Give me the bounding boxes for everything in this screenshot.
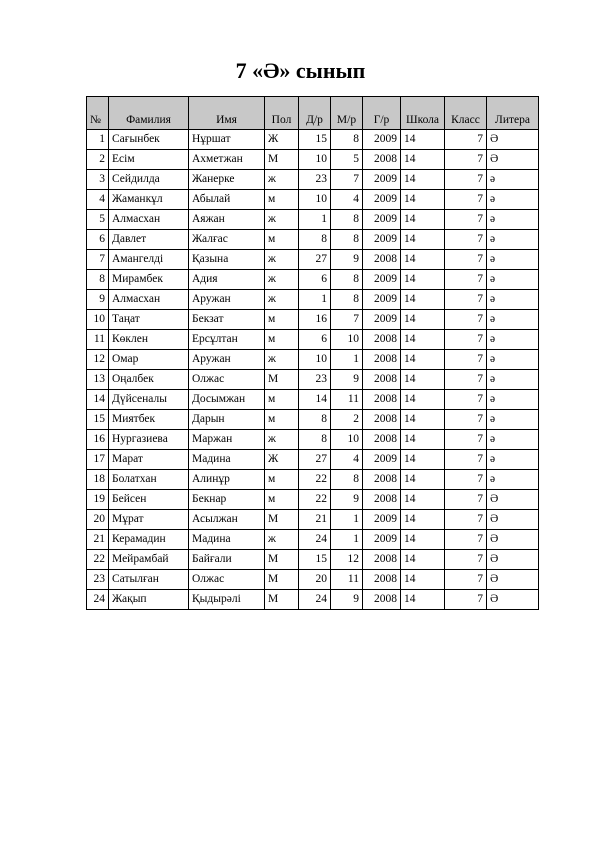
cell-birth-day: 10 bbox=[299, 350, 331, 370]
cell-birth-month: 9 bbox=[331, 250, 363, 270]
cell-letter: ә bbox=[487, 410, 539, 430]
cell-birth-month: 9 bbox=[331, 590, 363, 610]
cell-school: 14 bbox=[401, 190, 445, 210]
cell-class: 7 bbox=[445, 330, 487, 350]
cell-birth-day: 1 bbox=[299, 210, 331, 230]
cell-number: 14 bbox=[87, 390, 109, 410]
cell-number: 7 bbox=[87, 250, 109, 270]
cell-birth-day: 6 bbox=[299, 270, 331, 290]
cell-birth-month: 10 bbox=[331, 330, 363, 350]
cell-birth-day: 8 bbox=[299, 430, 331, 450]
cell-class: 7 bbox=[445, 470, 487, 490]
cell-gender: ж bbox=[265, 270, 299, 290]
cell-gender: М bbox=[265, 550, 299, 570]
cell-class: 7 bbox=[445, 550, 487, 570]
cell-birth-day: 23 bbox=[299, 170, 331, 190]
cell-school: 14 bbox=[401, 530, 445, 550]
cell-birth-month: 12 bbox=[331, 550, 363, 570]
cell-surname: Көклен bbox=[109, 330, 189, 350]
cell-letter: ә bbox=[487, 190, 539, 210]
cell-birth-month: 9 bbox=[331, 490, 363, 510]
cell-letter: Ә bbox=[487, 590, 539, 610]
cell-birth-year: 2009 bbox=[363, 130, 401, 150]
cell-gender: М bbox=[265, 570, 299, 590]
cell-birth-year: 2008 bbox=[363, 410, 401, 430]
table-row bbox=[87, 470, 539, 490]
cell-class: 7 bbox=[445, 170, 487, 190]
cell-number: 13 bbox=[87, 370, 109, 390]
cell-birth-year: 2008 bbox=[363, 350, 401, 370]
cell-name: Жалғас bbox=[189, 230, 265, 250]
cell-surname: Есім bbox=[109, 150, 189, 170]
cell-birth-year: 2009 bbox=[363, 210, 401, 230]
cell-surname: Болатхан bbox=[109, 470, 189, 490]
cell-number: 20 bbox=[87, 510, 109, 530]
table-row bbox=[87, 230, 539, 250]
cell-class: 7 bbox=[445, 390, 487, 410]
cell-school: 14 bbox=[401, 170, 445, 190]
cell-birth-day: 6 bbox=[299, 330, 331, 350]
cell-surname: Жаманкұл bbox=[109, 190, 189, 210]
cell-number: 10 bbox=[87, 310, 109, 330]
cell-birth-day: 24 bbox=[299, 590, 331, 610]
cell-gender: Ж bbox=[265, 130, 299, 150]
table-row bbox=[87, 590, 539, 610]
cell-surname: Сатылған bbox=[109, 570, 189, 590]
cell-letter: ә bbox=[487, 230, 539, 250]
cell-name: Қазына bbox=[189, 250, 265, 270]
table-row bbox=[87, 190, 539, 210]
cell-class: 7 bbox=[445, 570, 487, 590]
cell-birth-day: 21 bbox=[299, 510, 331, 530]
cell-number: 22 bbox=[87, 550, 109, 570]
table-row bbox=[87, 210, 539, 230]
cell-school: 14 bbox=[401, 410, 445, 430]
cell-letter: Ә bbox=[487, 570, 539, 590]
cell-name: Мадина bbox=[189, 450, 265, 470]
cell-school: 14 bbox=[401, 550, 445, 570]
cell-name: Абылай bbox=[189, 190, 265, 210]
cell-gender: ж bbox=[265, 170, 299, 190]
cell-gender: М bbox=[265, 510, 299, 530]
cell-school: 14 bbox=[401, 370, 445, 390]
cell-birth-day: 24 bbox=[299, 530, 331, 550]
cell-gender: ж bbox=[265, 430, 299, 450]
table-row bbox=[87, 430, 539, 450]
cell-birth-year: 2009 bbox=[363, 190, 401, 210]
cell-birth-year: 2009 bbox=[363, 450, 401, 470]
cell-birth-month: 2 bbox=[331, 410, 363, 430]
cell-name: Аружан bbox=[189, 290, 265, 310]
cell-birth-day: 15 bbox=[299, 550, 331, 570]
cell-class: 7 bbox=[445, 210, 487, 230]
cell-surname: Омар bbox=[109, 350, 189, 370]
cell-name: Адия bbox=[189, 270, 265, 290]
cell-letter: Ә bbox=[487, 530, 539, 550]
cell-gender: м bbox=[265, 190, 299, 210]
table-row bbox=[87, 130, 539, 150]
cell-gender: м bbox=[265, 410, 299, 430]
table-row bbox=[87, 370, 539, 390]
cell-school: 14 bbox=[401, 130, 445, 150]
cell-surname: Сейдилда bbox=[109, 170, 189, 190]
cell-birth-day: 27 bbox=[299, 450, 331, 470]
cell-birth-year: 2009 bbox=[363, 310, 401, 330]
cell-school: 14 bbox=[401, 350, 445, 370]
cell-number: 4 bbox=[87, 190, 109, 210]
cell-class: 7 bbox=[445, 270, 487, 290]
cell-birth-day: 1 bbox=[299, 290, 331, 310]
cell-class: 7 bbox=[445, 290, 487, 310]
cell-birth-year: 2008 bbox=[363, 430, 401, 450]
table-row bbox=[87, 570, 539, 590]
cell-class: 7 bbox=[445, 430, 487, 450]
cell-birth-month: 8 bbox=[331, 470, 363, 490]
cell-class: 7 bbox=[445, 230, 487, 250]
cell-school: 14 bbox=[401, 490, 445, 510]
cell-school: 14 bbox=[401, 470, 445, 490]
cell-number: 5 bbox=[87, 210, 109, 230]
cell-birth-year: 2008 bbox=[363, 390, 401, 410]
table-row bbox=[87, 250, 539, 270]
cell-birth-month: 4 bbox=[331, 450, 363, 470]
cell-birth-day: 14 bbox=[299, 390, 331, 410]
cell-birth-day: 27 bbox=[299, 250, 331, 270]
cell-birth-month: 7 bbox=[331, 310, 363, 330]
table-row bbox=[87, 450, 539, 470]
cell-birth-year: 2008 bbox=[363, 490, 401, 510]
cell-birth-year: 2008 bbox=[363, 150, 401, 170]
cell-birth-month: 8 bbox=[331, 230, 363, 250]
cell-school: 14 bbox=[401, 450, 445, 470]
header-letter: Литера bbox=[487, 97, 539, 130]
cell-gender: м bbox=[265, 390, 299, 410]
header-birth-year: Г/р bbox=[363, 97, 401, 130]
cell-birth-year: 2009 bbox=[363, 510, 401, 530]
cell-birth-month: 10 bbox=[331, 430, 363, 450]
cell-birth-year: 2008 bbox=[363, 330, 401, 350]
cell-birth-year: 2008 bbox=[363, 570, 401, 590]
cell-gender: Ж bbox=[265, 450, 299, 470]
table-header-row bbox=[87, 97, 539, 130]
cell-number: 9 bbox=[87, 290, 109, 310]
cell-name: Олжас bbox=[189, 370, 265, 390]
cell-name: Нұршат bbox=[189, 130, 265, 150]
cell-name: Қыдырәлі bbox=[189, 590, 265, 610]
cell-gender: М bbox=[265, 590, 299, 610]
header-number: № bbox=[87, 97, 109, 130]
cell-class: 7 bbox=[445, 490, 487, 510]
cell-class: 7 bbox=[445, 150, 487, 170]
cell-number: 24 bbox=[87, 590, 109, 610]
cell-gender: ж bbox=[265, 290, 299, 310]
cell-gender: м bbox=[265, 310, 299, 330]
cell-gender: м bbox=[265, 470, 299, 490]
cell-school: 14 bbox=[401, 310, 445, 330]
cell-letter: ә bbox=[487, 450, 539, 470]
cell-letter: ә bbox=[487, 470, 539, 490]
cell-number: 12 bbox=[87, 350, 109, 370]
cell-gender: м bbox=[265, 490, 299, 510]
cell-number: 19 bbox=[87, 490, 109, 510]
header-name: Имя bbox=[189, 97, 265, 130]
table-row bbox=[87, 410, 539, 430]
cell-birth-year: 2008 bbox=[363, 470, 401, 490]
cell-surname: Мирамбек bbox=[109, 270, 189, 290]
cell-number: 11 bbox=[87, 330, 109, 350]
cell-surname: Жақып bbox=[109, 590, 189, 610]
cell-school: 14 bbox=[401, 210, 445, 230]
cell-birth-day: 10 bbox=[299, 190, 331, 210]
cell-surname: Сағынбек bbox=[109, 130, 189, 150]
cell-gender: ж bbox=[265, 210, 299, 230]
cell-name: Аяжан bbox=[189, 210, 265, 230]
cell-birth-year: 2008 bbox=[363, 370, 401, 390]
cell-surname: Таңат bbox=[109, 310, 189, 330]
cell-surname: Мұрат bbox=[109, 510, 189, 530]
cell-birth-month: 7 bbox=[331, 170, 363, 190]
cell-school: 14 bbox=[401, 230, 445, 250]
cell-number: 21 bbox=[87, 530, 109, 550]
cell-birth-day: 10 bbox=[299, 150, 331, 170]
table-row bbox=[87, 330, 539, 350]
cell-surname: Давлет bbox=[109, 230, 189, 250]
cell-birth-month: 8 bbox=[331, 270, 363, 290]
cell-school: 14 bbox=[401, 290, 445, 310]
cell-letter: Ә bbox=[487, 150, 539, 170]
cell-number: 18 bbox=[87, 470, 109, 490]
header-gender: Пол bbox=[265, 97, 299, 130]
cell-surname: Керамадин bbox=[109, 530, 189, 550]
cell-birth-month: 11 bbox=[331, 570, 363, 590]
cell-letter: ә bbox=[487, 390, 539, 410]
cell-letter: Ә bbox=[487, 490, 539, 510]
cell-birth-year: 2008 bbox=[363, 550, 401, 570]
cell-surname: Мейрамбай bbox=[109, 550, 189, 570]
cell-school: 14 bbox=[401, 570, 445, 590]
cell-number: 2 bbox=[87, 150, 109, 170]
table-body bbox=[87, 130, 539, 610]
table-row bbox=[87, 350, 539, 370]
table-row bbox=[87, 150, 539, 170]
cell-class: 7 bbox=[445, 310, 487, 330]
cell-letter: ә bbox=[487, 430, 539, 450]
cell-name: Жанерке bbox=[189, 170, 265, 190]
cell-school: 14 bbox=[401, 250, 445, 270]
cell-birth-year: 2009 bbox=[363, 270, 401, 290]
cell-birth-year: 2009 bbox=[363, 290, 401, 310]
cell-class: 7 bbox=[445, 410, 487, 430]
table-row bbox=[87, 490, 539, 510]
cell-class: 7 bbox=[445, 250, 487, 270]
table-row bbox=[87, 530, 539, 550]
cell-name: Мадина bbox=[189, 530, 265, 550]
cell-gender: ж bbox=[265, 530, 299, 550]
cell-surname: Нургазиева bbox=[109, 430, 189, 450]
cell-surname: Оңалбек bbox=[109, 370, 189, 390]
cell-name: Байғали bbox=[189, 550, 265, 570]
cell-name: Асылжан bbox=[189, 510, 265, 530]
cell-number: 16 bbox=[87, 430, 109, 450]
cell-birth-month: 8 bbox=[331, 130, 363, 150]
cell-school: 14 bbox=[401, 150, 445, 170]
cell-surname: Бейсен bbox=[109, 490, 189, 510]
table-row bbox=[87, 310, 539, 330]
cell-gender: м bbox=[265, 330, 299, 350]
cell-birth-month: 1 bbox=[331, 530, 363, 550]
cell-birth-day: 8 bbox=[299, 230, 331, 250]
table-row bbox=[87, 390, 539, 410]
cell-letter: ә bbox=[487, 310, 539, 330]
cell-school: 14 bbox=[401, 390, 445, 410]
cell-name: Ахметжан bbox=[189, 150, 265, 170]
cell-class: 7 bbox=[445, 190, 487, 210]
cell-letter: ә bbox=[487, 270, 539, 290]
cell-birth-month: 5 bbox=[331, 150, 363, 170]
cell-school: 14 bbox=[401, 430, 445, 450]
student-table bbox=[86, 96, 539, 610]
cell-name: Бекзат bbox=[189, 310, 265, 330]
cell-letter: Ә bbox=[487, 510, 539, 530]
cell-birth-month: 1 bbox=[331, 510, 363, 530]
cell-number: 23 bbox=[87, 570, 109, 590]
header-birth-day: Д/р bbox=[299, 97, 331, 130]
cell-number: 3 bbox=[87, 170, 109, 190]
cell-birth-year: 2009 bbox=[363, 530, 401, 550]
cell-name: Ерсұлтан bbox=[189, 330, 265, 350]
header-school: Школа bbox=[401, 97, 445, 130]
header-birth-month: М/р bbox=[331, 97, 363, 130]
cell-class: 7 bbox=[445, 590, 487, 610]
cell-class: 7 bbox=[445, 510, 487, 530]
cell-birth-month: 11 bbox=[331, 390, 363, 410]
cell-letter: ә bbox=[487, 330, 539, 350]
page-title: 7 «Ә» сынып bbox=[235, 58, 366, 83]
cell-school: 14 bbox=[401, 590, 445, 610]
cell-surname: Миятбек bbox=[109, 410, 189, 430]
header-class: Класс bbox=[445, 97, 487, 130]
cell-birth-day: 22 bbox=[299, 470, 331, 490]
cell-letter: ә bbox=[487, 250, 539, 270]
cell-surname: Дүйсеналы bbox=[109, 390, 189, 410]
cell-birth-month: 4 bbox=[331, 190, 363, 210]
cell-school: 14 bbox=[401, 330, 445, 350]
cell-number: 15 bbox=[87, 410, 109, 430]
cell-letter: ә bbox=[487, 290, 539, 310]
cell-gender: ж bbox=[265, 350, 299, 370]
cell-birth-year: 2008 bbox=[363, 250, 401, 270]
cell-letter: ә bbox=[487, 210, 539, 230]
cell-birth-month: 1 bbox=[331, 350, 363, 370]
cell-birth-year: 2008 bbox=[363, 590, 401, 610]
cell-birth-day: 16 bbox=[299, 310, 331, 330]
cell-name: Аружан bbox=[189, 350, 265, 370]
cell-name: Олжас bbox=[189, 570, 265, 590]
cell-birth-year: 2009 bbox=[363, 170, 401, 190]
cell-birth-day: 22 bbox=[299, 490, 331, 510]
cell-birth-month: 8 bbox=[331, 210, 363, 230]
cell-name: Алинұр bbox=[189, 470, 265, 490]
cell-surname: Алмасхан bbox=[109, 210, 189, 230]
cell-school: 14 bbox=[401, 510, 445, 530]
cell-gender: М bbox=[265, 150, 299, 170]
cell-birth-day: 8 bbox=[299, 410, 331, 430]
table-row bbox=[87, 270, 539, 290]
cell-letter: ә bbox=[487, 350, 539, 370]
cell-number: 8 bbox=[87, 270, 109, 290]
cell-school: 14 bbox=[401, 270, 445, 290]
cell-class: 7 bbox=[445, 350, 487, 370]
cell-name: Дарын bbox=[189, 410, 265, 430]
cell-surname: Марат bbox=[109, 450, 189, 470]
cell-name: Бекнар bbox=[189, 490, 265, 510]
cell-class: 7 bbox=[445, 130, 487, 150]
cell-gender: м bbox=[265, 230, 299, 250]
table-row bbox=[87, 550, 539, 570]
cell-letter: Ә bbox=[487, 130, 539, 150]
table-row bbox=[87, 510, 539, 530]
cell-birth-month: 9 bbox=[331, 370, 363, 390]
cell-gender: М bbox=[265, 370, 299, 390]
cell-letter: ә bbox=[487, 370, 539, 390]
cell-birth-day: 15 bbox=[299, 130, 331, 150]
cell-number: 17 bbox=[87, 450, 109, 470]
cell-surname: Амангелді bbox=[109, 250, 189, 270]
cell-class: 7 bbox=[445, 370, 487, 390]
cell-gender: ж bbox=[265, 250, 299, 270]
table-row bbox=[87, 290, 539, 310]
cell-class: 7 bbox=[445, 530, 487, 550]
cell-name: Маржан bbox=[189, 430, 265, 450]
cell-birth-month: 8 bbox=[331, 290, 363, 310]
cell-letter: Ә bbox=[487, 550, 539, 570]
cell-class: 7 bbox=[445, 450, 487, 470]
cell-surname: Алмасхан bbox=[109, 290, 189, 310]
table-row bbox=[87, 170, 539, 190]
cell-letter: ә bbox=[487, 170, 539, 190]
header-surname: Фамилия bbox=[109, 97, 189, 130]
cell-birth-day: 20 bbox=[299, 570, 331, 590]
cell-birth-day: 23 bbox=[299, 370, 331, 390]
cell-birth-year: 2009 bbox=[363, 230, 401, 250]
cell-number: 6 bbox=[87, 230, 109, 250]
cell-number: 1 bbox=[87, 130, 109, 150]
cell-name: Досымжан bbox=[189, 390, 265, 410]
